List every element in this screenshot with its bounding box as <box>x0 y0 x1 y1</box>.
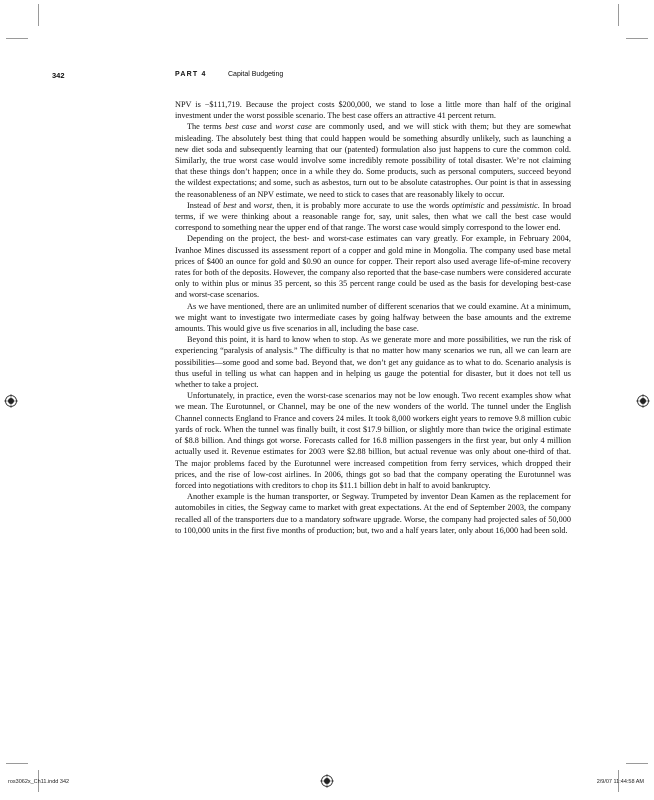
crop-mark-top-left <box>38 4 39 26</box>
italic-term: worst case <box>275 122 312 132</box>
paragraph-8: Another example is the human transporter, or Segway. Trumpeted by inventor Dean Kamen as the replacement for automobiles in cities, the Segway came to market with great expectations. At the end of September 2003, the company recalled all of the transporters due to a mandatory software upgrade. Worse, the company had projected sales of 50,000 to 100,000 units in the first five months of production; but, two and a half years later, only about 16,000 had been sold. <box>175 492 571 535</box>
crop-mark-right-top <box>626 38 648 39</box>
registration-mark-bottom-icon <box>320 774 334 788</box>
paragraph-5: As we have mentioned, there are an unlimited number of different scenarios that we could examine. At a minimum, we might want to investigate two intermediate cases by going halfway between the base amounts and the extreme amounts. This would give us five scenarios in all, including the base case. <box>175 301 571 334</box>
crop-mark-right-bottom <box>626 763 648 764</box>
paragraph-3: Instead of best and worst, then, it is probably more accurate to use the words optimistic and pessimistic. In broad terms, if we were thinking about a reasonable range for, say, unit sales, then what we call the best case would correspond to something near the upper end of that range. The worst case would simply correspond to the lower end. <box>175 200 571 233</box>
paragraph-4: Depending on the project, the best- and worst-case estimates can vary greatly. For example, in February 2004, Ivanhoe Mines discussed its assessment report of a copper and gold mine in Mongolia. The company used base metal prices of $400 an ounce for gold and $0.90 an ounce for copper. Their report also used average life-of-mine recovery rates for both of the deposits. However, the company also reported that the base-case numbers were considered accurate only to within plus or minus 35 percent, so this 35 percent range could be used as the basis for developing best-case and worst-case scenarios. <box>175 234 571 300</box>
page-number: 342 <box>52 71 65 80</box>
footer-timestamp: 2/9/07 11:44:58 AM <box>596 779 644 785</box>
italic-term: optimistic <box>451 200 485 210</box>
italic-term: pessimistic. <box>501 200 540 210</box>
crop-mark-left-top <box>6 38 28 39</box>
crop-mark-left-bottom <box>6 763 28 764</box>
footer-file-label: ros3062x_Ch11.indd 342 <box>8 779 70 785</box>
part-label: PART 4 <box>175 71 207 78</box>
registration-mark-left-icon <box>4 394 18 408</box>
part-title: Capital Budgeting <box>228 71 284 78</box>
paragraph-2: The terms best case and worst case are commonly used, and we will stick with them; but they are somewhat misleading. The absolutely best thing that could happen would be something absurdly unlikely, such as launching a new diet soda and subsequently learning that our (patented) formulation also just happens to cure the common cold. Similarly, the true worst case would involve some incredibly remote possibility of total disaster. We’re not claiming that these things don’t happen; once in a while they do. Some products, such as personal computers, succeed beyond the wildest expectations; and some, such as asbestos, turn out to be absolute catastrophes. Our point is that in assessing the reasonableness of an NPV estimate, we need to stick to cases that are reasonably likely to occur. <box>175 122 572 199</box>
italic-term: best <box>223 200 237 210</box>
paragraph-6: Beyond this point, it is hard to know when to stop. As we generate more and more possibilities, we run the risk of experiencing “paralysis of analysis.” The difficulty is that no matter how many scenarios we run, all we can learn are possibilities—some good and some bad. Beyond that, we don’t get any guidance as to what to do. Scenario analysis is thus useful in telling us what can happen and in helping us gauge the potential for disaster, but it does not tell us whether to take a project. <box>175 335 571 390</box>
body-text <box>175 99 571 536</box>
paragraph-7: Unfortunately, in practice, even the worst-case scenarios may not be low enough. Two recent examples show what we mean. The Eurotunnel, or Channel, may be one of the new wonders of the world. The tunnel under the English Channel connects England to France and covers 24 miles. It took 8,000 workers eight years to remove 9.8 million cubic yards of rock. When the tunnel was finally built, it cost $17.9 billion, or slightly more than twice the original estimate of $8.8 billion. And things got worse. Forecasts called for 16.8 million passengers in the first year, but only 4 million actually used it. Revenue estimates for 2003 were $2.88 billion, but actual revenue was only about one-third of that. The major problems faced by the Eurotunnel were increased competition from ferry services, which dropped their prices, and the rise of low-cost airlines. In 2006, things got so bad that the company operating the Eurotunnel was forced into negotiations with creditors to chop its $11.1 billion debt in half to avoid bankruptcy. <box>175 391 571 490</box>
running-header <box>0 71 654 85</box>
paragraph-1: NPV is −$111,719. Because the project costs $200,000, we stand to lose a little more than half of the original investment under the worst possible scenario. The best case offers an attractive 41 percent return. <box>175 100 571 121</box>
italic-term: worst, <box>253 200 275 210</box>
crop-mark-top-right <box>618 4 619 26</box>
registration-mark-right-icon <box>636 394 650 408</box>
italic-term: best case <box>225 122 257 132</box>
